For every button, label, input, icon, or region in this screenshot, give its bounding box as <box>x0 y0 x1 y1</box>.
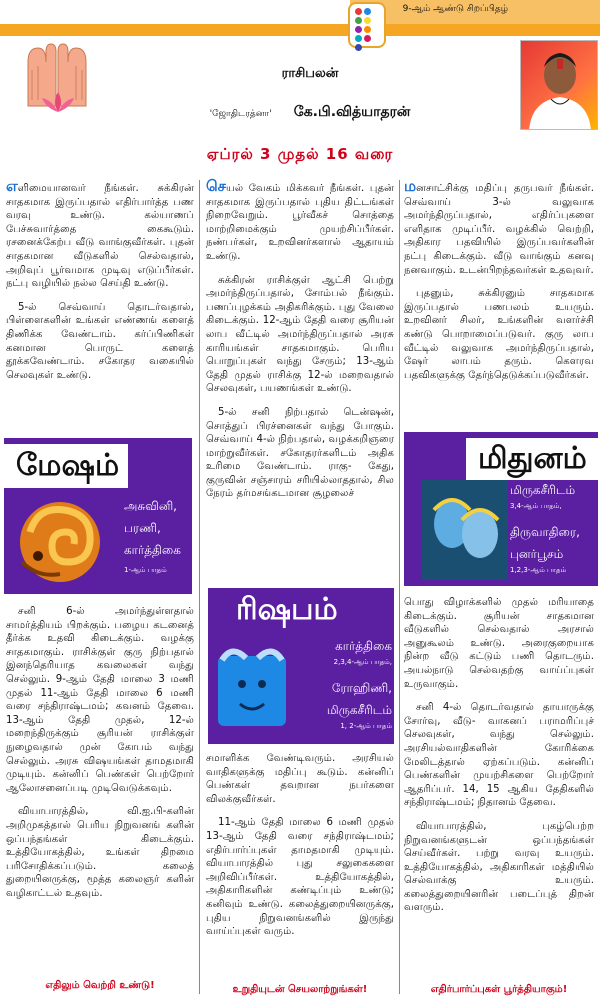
mithunam-sign-panel <box>404 432 598 586</box>
magazine-logo-icon <box>348 2 386 48</box>
rishabam-sign-panel <box>208 588 394 744</box>
mesham-para-2: 5-ல் செவ்வாய் தொடர்வதால், பிள்ளைகளின் உங்கள் எண்ணங் களைத் திணிக்க வேண்டாம். கர்ப்பிணிகள் கனமான பொருட் களைத் தூக்கவேண்டாம். சகோதர வகையில் செலவுகள் உண்டு. <box>6 301 194 381</box>
logo-dot <box>355 17 362 24</box>
author-line <box>108 104 512 124</box>
logo-dot <box>355 26 362 33</box>
ram-icon <box>8 492 112 588</box>
author-prefix: 'ஜோதிடரத்னா' <box>209 109 272 119</box>
bull-icon <box>212 640 292 736</box>
mithunam-para-3: பொது விழாக்களில் முதல் மரியாதை கிடைக்கும். சூரியன் சாதகமான வீடுகளில் செல்வதால் அரசால் அனுகூலம் உண்டு. அரைகுறையாக நின்ற வீடு கட்டும் பணி தொடரும். அயல்நாடு செல்வதற்கு வாய்ப்புகள் உருவாகும். <box>404 597 594 690</box>
mesham-stars: அசுவினி, பரணி, கார்த்திகை 1-ஆம் பாதம் <box>124 499 181 574</box>
date-range: ஏப்ரல் 3 முதல் 16 வரை <box>206 145 394 163</box>
logo-dot <box>364 8 371 15</box>
mesham-column-top <box>6 177 194 392</box>
header-band <box>0 0 600 40</box>
logo-dot <box>364 26 371 33</box>
rishabam-para-5: 11-ஆம் தேதி மாலை 6 மணி முதல் 13-ஆம் தேதி வரை சந்திராஷ்டமம்; எதிர்பார்ப்புகள் தாமதமாகி முடியும். வியாபாரத்தில் புது சலுகைகளை அறிவிப்பீர்கள். உத்தியோகத்தில், அதிகாரிகளின் கண்டிப்பும் உண்டு; கனிவும் உண்டு. கலைத்துறையினருக்கு, புதிய நிறுவனங்களில் இருந்து வாய்ப்புகள் வரும். <box>206 817 394 938</box>
mithunam-para-5: வியாபாரத்தில், புகழ்பெற்ற நிறுவனங்களுடன் ஒப்பந்தங்கள் செய்வீர்கள். பற்று வரவு உயரும். உத்தியோகத்தில், அதிகாரிகள் மத்தியில் செல்வாக்கு உயரும். கலைத்துறையினரின் படைப்புத் திறன் வளரும். <box>404 820 594 914</box>
rishabam-column-top <box>206 177 394 511</box>
logo-dot <box>355 44 362 51</box>
lotus-icon <box>40 90 76 114</box>
rishabam-stars: கார்த்திகை 2,3,4-ஆம் பாதம், ரோஹிணி, மிருகசீரிடம் 1, 2-ஆம் பாதம் <box>326 639 392 730</box>
rishabam-intro: செயல் வேகம் மிக்கவர் நீங்கள். புதன் சாதகமாக இருப்பதால் புதிய திட்டங்கள் நிறைவேறும். பூர்வீகச் சொத்தை மாற்றிமைக்கும் முயற்சிப்பீர்கள். நண்பர்கள், உறவினர்களால் ஆதாயம் உண்டு. <box>206 177 394 262</box>
author-name: கே.பி.வித்யாதரன் <box>293 104 411 120</box>
rishabam-para-3: 5-ல் சனி நிற்பதால் டென்ஷன், சொத்துப் பிரச்னைகள் வந்து போகும். செவ்வாய் 4-ல் நிற்பதால், வழக்கறிஞரை மாற்றுவீர்கள். சகோதரர்களிடம் அதிக உரிமை வேண்டாம். ராகு- கேது, குருவின் சஞ்சாரம் சரியில்லாததால், சில நேரம் தர்மசங்கடமான சூழலைச் <box>206 406 394 500</box>
mithunam-para-2: புதனும், சுக்கிரனும் சாதகமாக இருப்பதால் பணபலம் உயரும். உறவினர் சிலர், உங்களின் வளர்ச்சி கண்டு பொறாமைப்படுவர். குரு லாப வீட்டில் வலுவாக அமர்ந்திருப்பதால், ஷேர் லாபம் தரும். கௌரவ பதவிகளுக்கு தேர்ந்தெடுக்கப்படுவீர்கள். <box>404 288 594 381</box>
column-divider <box>199 180 200 994</box>
mithunam-para-4: சனி 4-ல் தொடர்வதால் தாயாருக்கு சோர்வு, வீடு- வாகனப் பராமரிப்புச் செலவுகள், வந்து செல்லும். அரசியல்வாதிகளின் கோரிக்கை மேலிடத்தால் ஏற்கப்படும். கன்னிப் பெண்களின் முயற்சிகளை பெற்றோர் ஆதரிப்பர். 14, 15 ஆகிய தேதிகளில் சந்திராஷ்டமம்; நிதானம் தேவை. <box>404 702 594 809</box>
special-issue-label: 9-ஆம் ஆண்டு சிறப்பிதழ் <box>402 4 508 14</box>
mithunam-column-bottom <box>404 596 594 925</box>
rishabam-para-4: சமாளிக்க வேண்டிவரும். அரசியல் வாதிகளுக்கு மதிப்பு கூடும். கன்னிப் பெண்கள் தவறான நபர்களை விலக்குவீர்கள். <box>206 753 394 805</box>
twins-icon <box>422 480 508 580</box>
logo-dot <box>355 8 362 15</box>
mesham-column-bottom <box>6 605 194 910</box>
mesham-para-4: வியாபாரத்தில், வி.ஐ.பி-களின் அறிமுகத்தால் பெரிய நிறுவனங் களின் ஒப்பந்தங்கள் கிடைக்கும். உத்தியோகத்தில், உங்கள் திறமை பரிசோதிக்கப்படும். கலைத் துறையினருக்கு, மூத்த கலைஞர் களின் வழிகாட்டல் உதவும். <box>6 806 194 899</box>
page-title: ராசிபலன் <box>281 66 339 81</box>
mesham-intro: எளிமையானவர் நீங்கள். சுக்கிரன் சாதகமாக இருப்பதால் எதிர்பார்த்த பண வரவு உண்டு. கல்யாணப் பேச்சுவார்த்தை கைகூடும். ரசனைக்கேற்ப வீடு வாங்குவீர்கள். புதன் சாதகமான வீடுகளில் செல்வதால், அறிவுப் பூர்வமாக முடிவு எடுப்பீர்கள். நட்பு வழியில் நல்ல செய்தி உண்டு. <box>6 177 194 290</box>
rishabam-sign-name: ரிஷபம் <box>236 592 338 627</box>
rishabam-para-2: சுக்கிரன் ராசிக்குள் ஆட்சி பெற்று அமர்ந்திருப்பதால், சோம்பல் நீங்கும். பணப்புழக்கம் அதிகரிக்கும். புது வேலை கிடைக்கும். 12-ஆம் தேதி வரை சூரியன் லாப வீட்டில் அமர்ந்திருப்பதால் அரசு காரியங்கள் சாதகமாகும். பெரிய பொறுப்புகள் வந்து சேரும்; 13-ஆம் தேதி முதல் ராசிக்கு 12-ல் மறைவதால் செலவுகள், பயணங்கள் உண்டு. <box>206 274 394 395</box>
rishabam-column-bottom <box>206 752 394 949</box>
header-orange-bar <box>0 24 600 36</box>
column-divider <box>399 180 400 994</box>
mithunam-intro: மனசாட்சிக்கு மதிப்பு தருபவர் நீங்கள். செவ்வாய் 3-ல் வலுவாக அமர்ந்திருப்பதால், எதிர்ப்புகளை எளிதாக முடிப்பீர். வழக்கில் வெற்றி, அதிகார பதவியில் இருப்பவர்களின் நட்பு கிடைக்கும். வீடு வாங்கும் கனவு நனவாகும். உடன்பிறந்தவர்கள் உதவுவர். <box>404 177 594 276</box>
logo-dot <box>355 35 362 42</box>
mesham-para-3: சனி 6-ல் அமர்ந்துள்ளதால் சாமர்த்தியம் பிறக்கும். பழைய கடனைத் தீர்க்க உதவி கிடைக்கும். வழக்கு சாதகமாகும். ராசிக்குள் குரு நிற்பதால் இனந்தெரியாத கவலைகள் வந்து செல்லும். 9-ஆம் தேதி மாலை 3 மணி முதல் 11-ஆம் தேதி மாலை 6 மணி வரை சந்திராஷ்டமம்; கவனம் தேவை. 13-ஆம் தேதி முதல், 12-ல் மறைந்திருக்கும் சூரியன் ராசிக்குள் நுழைவதால் முன் கோபம் வந்து செல்லும். அரசு விஷயங்கள் தாமதமாகி முடியும். கன்னிப் பெண்கள் பெற்றோர் ஆலோசனைப்படி முடிவெடுக்கவும். <box>6 606 194 794</box>
mithunam-stars: மிருகசீரிடம் 3,4-ஆம் பாதம், திருவாதிரை, புனர்பூசம் 1,2,3-ஆம் பாதம் <box>510 483 580 574</box>
mesham-sign-name: மேஷம் <box>4 444 128 488</box>
logo-dot <box>364 17 371 24</box>
mithunam-sign-name: மிதுனம் <box>466 438 598 480</box>
mithunam-footer: எதிர்பார்ப்புகள் பூர்த்தியாகும்! <box>430 984 568 995</box>
rishabam-footer: உறுதியுடன் செயலாற்றுங்கள்! <box>232 984 368 995</box>
mesham-footer: எதிலும் வெற்றி உண்டு! <box>45 980 155 991</box>
mithunam-column-top <box>404 177 594 392</box>
author-portrait <box>520 40 598 130</box>
logo-dot <box>364 35 371 42</box>
mesham-sign-panel <box>4 438 192 594</box>
